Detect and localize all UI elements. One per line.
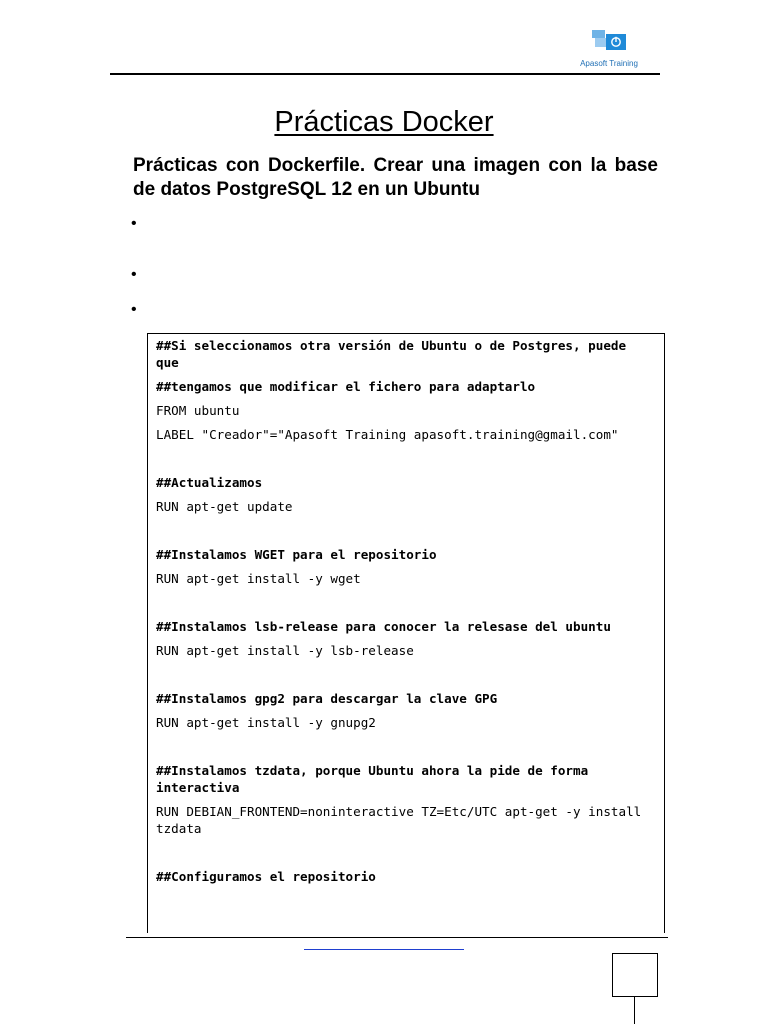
page-title: Prácticas Docker bbox=[274, 106, 494, 138]
footer-rule bbox=[126, 937, 668, 938]
code-line: RUN apt-get install -y wget bbox=[156, 571, 361, 586]
code-comment: ##Instalamos gpg2 para descargar la clave GPG bbox=[156, 691, 498, 706]
code-comment: ##Si seleccionamos otra versión de Ubuntu o de Postgres, puede que bbox=[156, 338, 634, 370]
code-comment: ##Instalamos WGET para el repositorio bbox=[156, 547, 437, 562]
page-number-stem bbox=[634, 996, 635, 1024]
header-rule bbox=[110, 73, 660, 75]
code-line: RUN apt-get install -y lsb-release bbox=[156, 643, 414, 658]
page-number-box bbox=[612, 953, 658, 997]
footer-link[interactable] bbox=[304, 949, 464, 950]
code-line: RUN apt-get update bbox=[156, 499, 293, 514]
code-line: RUN apt-get install -y gnupg2 bbox=[156, 715, 376, 730]
code-line: LABEL "Creador"="Apasoft Training apasoft.training@gmail.com" bbox=[156, 427, 619, 442]
bullet-item: • bbox=[131, 266, 137, 283]
code-comment: ##Actualizamos bbox=[156, 475, 263, 490]
dockerfile-code-box bbox=[147, 333, 665, 933]
logo-text: Apasoft Training bbox=[580, 59, 638, 68]
bullet-item: • bbox=[131, 215, 137, 232]
apasoft-logo bbox=[570, 26, 648, 74]
section-subtitle: Prácticas con Dockerfile. Crear una imagen con la base de datos PostgreSQL 12 en un Ubuntu bbox=[133, 155, 658, 200]
code-comment: ##Configuramos el repositorio bbox=[156, 869, 376, 884]
code-comment: ##Instalamos lsb-release para conocer la relesase del ubuntu bbox=[156, 619, 611, 634]
apasoft-logo-icon bbox=[590, 28, 628, 58]
code-line: FROM ubuntu bbox=[156, 403, 240, 418]
bullet-item: • bbox=[131, 301, 137, 318]
code-comment: ##tengamos que modificar el fichero para adaptarlo bbox=[156, 379, 536, 394]
code-comment: ##Instalamos tzdata, porque Ubuntu ahora la pide de forma interactiva bbox=[156, 763, 596, 795]
code-line: RUN DEBIAN_FRONTEND=noninteractive TZ=Etc/UTC apt-get -y install tzdata bbox=[156, 804, 649, 836]
